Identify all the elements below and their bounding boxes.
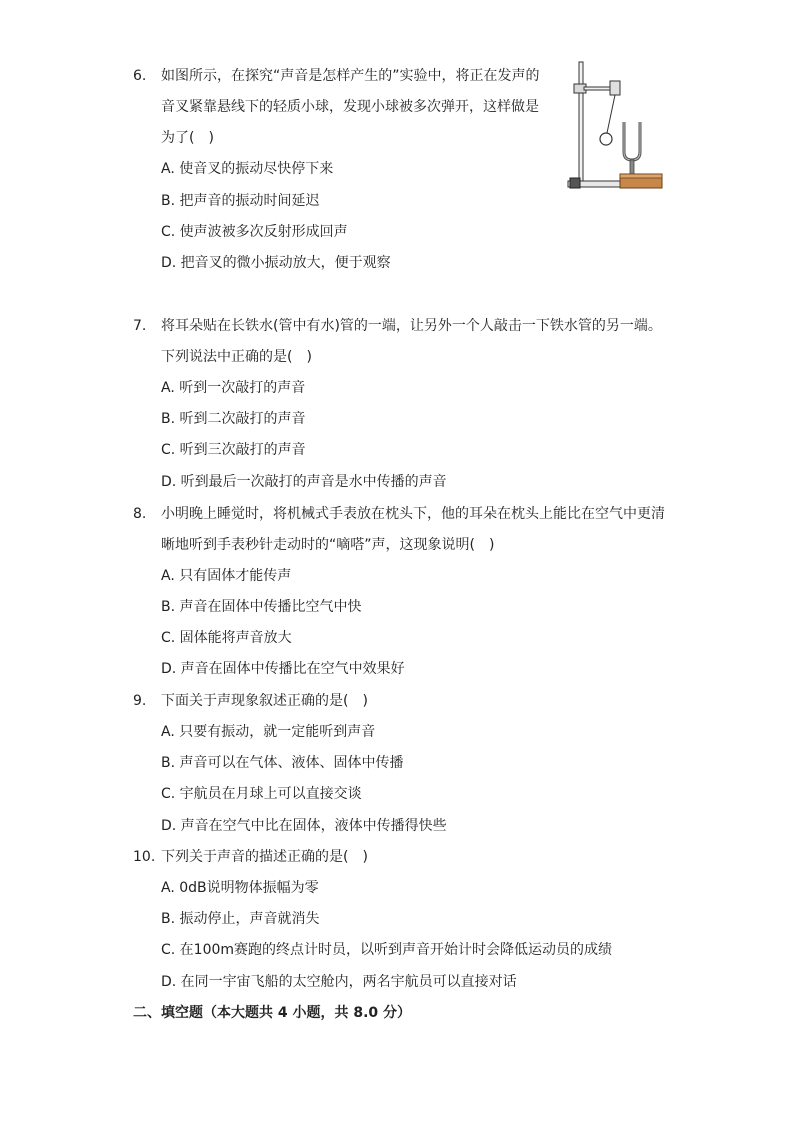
question-stem-line: 将耳朵贴在长铁水(管中有水)管的一端，让另外一个人敲击一下铁水管的另一端。 [161,318,662,334]
option-a: A. 听到一次敲打的声音 [161,380,306,396]
question-stem-line: 下列关于声音的描述正确的是( ) [161,849,368,865]
option-a: A. 只有固体才能传声 [161,568,292,584]
option-d: D. 在同一宇宙飞船的太空舱内，两名宇航员可以直接对话 [161,974,517,990]
option-c: C. 听到三次敲打的声音 [161,442,306,458]
section-heading: 二、填空题（本大题共 4 小题，共 8.0 分） [133,1005,412,1021]
question-stem-line: 晰地听到手表秒针走动时的“嘀嗒”声，这现象说明( ) [161,537,495,553]
option-a: A. 使音叉的振动尽快停下来 [161,161,334,177]
option-b: B. 听到二次敲打的声音 [161,411,306,427]
option-c: C. 固体能将声音放大 [161,630,292,646]
question-stem-line: 音叉紧靠悬线下的轻质小球，发现小球被多次弹开，这样做是 [161,99,539,115]
question-stem-line: 下面关于声现象叙述正确的是( ) [161,693,368,709]
question-number: 6. [133,68,147,84]
option-c: C. 在100m赛跑的终点计时员，以听到声音开始计时会降低运动员的成绩 [161,942,613,958]
option-a: A. 0dB说明物体振幅为零 [161,880,319,896]
question-number: 9. [133,693,147,709]
option-b: B. 振动停止，声音就消失 [161,911,320,927]
question-stem-line: 小明晚上睡觉时，将机械式手表放在枕头下，他的耳朵在枕头上能比在空气中更清 [161,506,665,522]
question-stem-line: 下列说法中正确的是( ) [161,349,312,365]
question-stem-line: 为了( ) [161,130,214,146]
option-c: C. 使声波被多次反射形成回声 [161,224,348,240]
option-b: B. 把声音的振动时间延迟 [161,193,320,209]
question-number: 7. [133,318,147,334]
question-number: 8. [133,506,147,522]
option-d: D. 把音叉的微小振动放大，便于观察 [161,255,391,271]
question-stem-line: 如图所示，在探究“声音是怎样产生的”实验中，将正在发声的 [161,68,540,84]
option-c: C. 宇航员在月球上可以直接交谈 [161,786,362,802]
option-b: B. 声音可以在气体、液体、固体中传播 [161,755,404,771]
option-d: D. 声音在空气中比在固体，液体中传播得快些 [161,818,447,834]
tuning-fork-pendulum-apparatus-icon [562,60,670,196]
option-a: A. 只要有振动，就一定能听到声音 [161,724,376,740]
option-d: D. 声音在固体中传播比在空气中效果好 [161,661,405,677]
question-number: 10. [133,849,156,865]
option-d: D. 听到最后一次敲打的声音是水中传播的声音 [161,474,447,490]
option-b: B. 声音在固体中传播比空气中快 [161,599,362,615]
